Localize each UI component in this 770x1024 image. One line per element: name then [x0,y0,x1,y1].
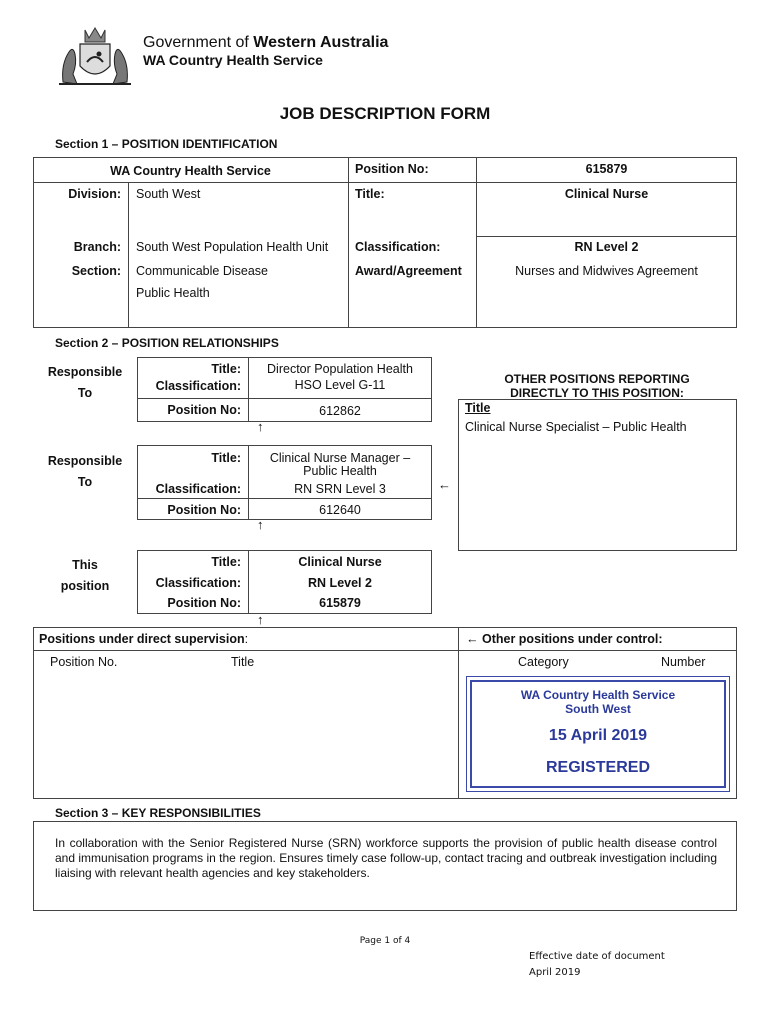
box1-title: Director Population Health [267,362,413,376]
stamp-date: 15 April 2019 [548,727,648,744]
control-label: Other positions under control: [481,632,663,646]
box2-position-no: 612640 [319,503,361,517]
key-responsibilities-text: In collaboration with the Senior Registered Nurse (SRN) workforce supports the provision of public health disease control and immunisation programs in the region. Ensures timely case follow-up, contact tracing and outbreak investigation including liaising with relevant health agencies and key stakeholders. [55,836,717,880]
other-heading-line2: DIRECTLY TO THIS POSITION: [510,386,684,400]
award-value: Nurses and Midwives Agreement [515,264,698,278]
box2-classification: RN SRN Level 3 [294,482,386,496]
sup-col-posno: Position No. [50,655,118,669]
control-heading [466,632,663,646]
arrow-left-icon: ← [466,632,479,646]
box3-class-label: Classification: [155,576,241,590]
stamp-status: REGISTERED [545,759,650,776]
supervision-heading [39,632,248,646]
this-position-label [40,555,130,597]
effective-date-label: Effective date of document [529,951,665,962]
responsible-to-label-2 [40,451,130,493]
other-heading-line1: OTHER POSITIONS REPORTING [504,372,690,386]
other-title-label: Title [465,401,491,415]
to-text: To [77,475,93,489]
arrow-left-icon: ← [438,477,451,492]
position-no-label: Position No: [355,162,429,176]
gov-state: Western Australia [253,34,389,51]
other-positions-heading [458,372,736,400]
box2-class-label: Classification: [155,482,241,496]
stamp-region: South West [565,702,631,716]
sup-col-title: Title [231,655,255,669]
box1-position-no: 612862 [319,404,361,418]
section-label: Section: [71,264,121,278]
section-value-line2: Public Health [136,286,210,300]
to-text: To [77,386,93,400]
box3-posno-label: Position No: [167,596,241,610]
ctrl-col-number: Number [661,655,706,669]
section-value-line1: Communicable Disease [136,264,269,278]
branch-value: South West Population Health Unit [136,240,329,254]
other-position-item: Clinical Nurse Specialist – Public Health [465,420,687,434]
classification-label: Classification: [355,240,441,254]
gov-prefix: Government of [143,34,254,51]
box1-posno-label: Position No: [167,403,241,417]
box2-title-line1: Clinical Nurse Manager – [269,451,411,465]
box2-posno-label: Position No: [167,503,241,517]
division-label: Division: [68,187,121,201]
classification-value: RN Level 2 [574,240,639,254]
page-title: JOB DESCRIPTION FORM [279,104,491,123]
responsible-text: Responsible [47,365,123,379]
division-value: South West [136,187,201,201]
position-text: position [60,579,110,593]
arrow-up-icon: ↑ [257,517,264,532]
gov-line2: WA Country Health Service [143,52,323,68]
page-number: Page 1 of 4 [359,936,411,946]
org-name: WA Country Health Service [110,164,271,178]
responsible-text: Responsible [47,454,123,468]
this-text: This [72,558,98,572]
position-no-value: 615879 [585,162,628,176]
box2-title-label: Title: [211,451,241,465]
effective-date-value: April 2019 [529,967,581,978]
section2-heading: Section 2 – POSITION RELATIONSHIPS [55,336,279,350]
stamp-org: WA Country Health Service [520,688,676,702]
arrow-up-icon: ↑ [257,612,264,627]
gov-line1 [143,34,388,52]
section1-heading: Section 1 – POSITION IDENTIFICATION [55,137,278,151]
award-label: Award/Agreement [355,264,462,278]
supervision-colon: : [244,632,249,646]
box1-title-label: Title: [211,362,241,376]
ctrl-col-category: Category [518,655,569,669]
crest-logo [55,24,135,90]
box3-title-label: Title: [211,555,241,569]
box1-class-label: Classification: [155,379,241,393]
registered-stamp [470,680,726,788]
box2-title-line2: Public Health [303,464,377,478]
responsible-to-label-1 [40,362,130,404]
box3-classification: RN Level 2 [308,576,372,590]
section3-heading: Section 3 – KEY RESPONSIBILITIES [55,806,261,820]
title-label: Title: [355,187,385,201]
box1-classification: HSO Level G-11 [294,378,386,392]
arrow-up-icon: ↑ [257,419,264,434]
box3-title: Clinical Nurse [298,555,382,569]
branch-label: Branch: [73,240,121,254]
supervision-label: Positions under direct supervision [39,632,245,646]
title-value: Clinical Nurse [564,187,649,201]
box3-position-no: 615879 [319,596,361,610]
